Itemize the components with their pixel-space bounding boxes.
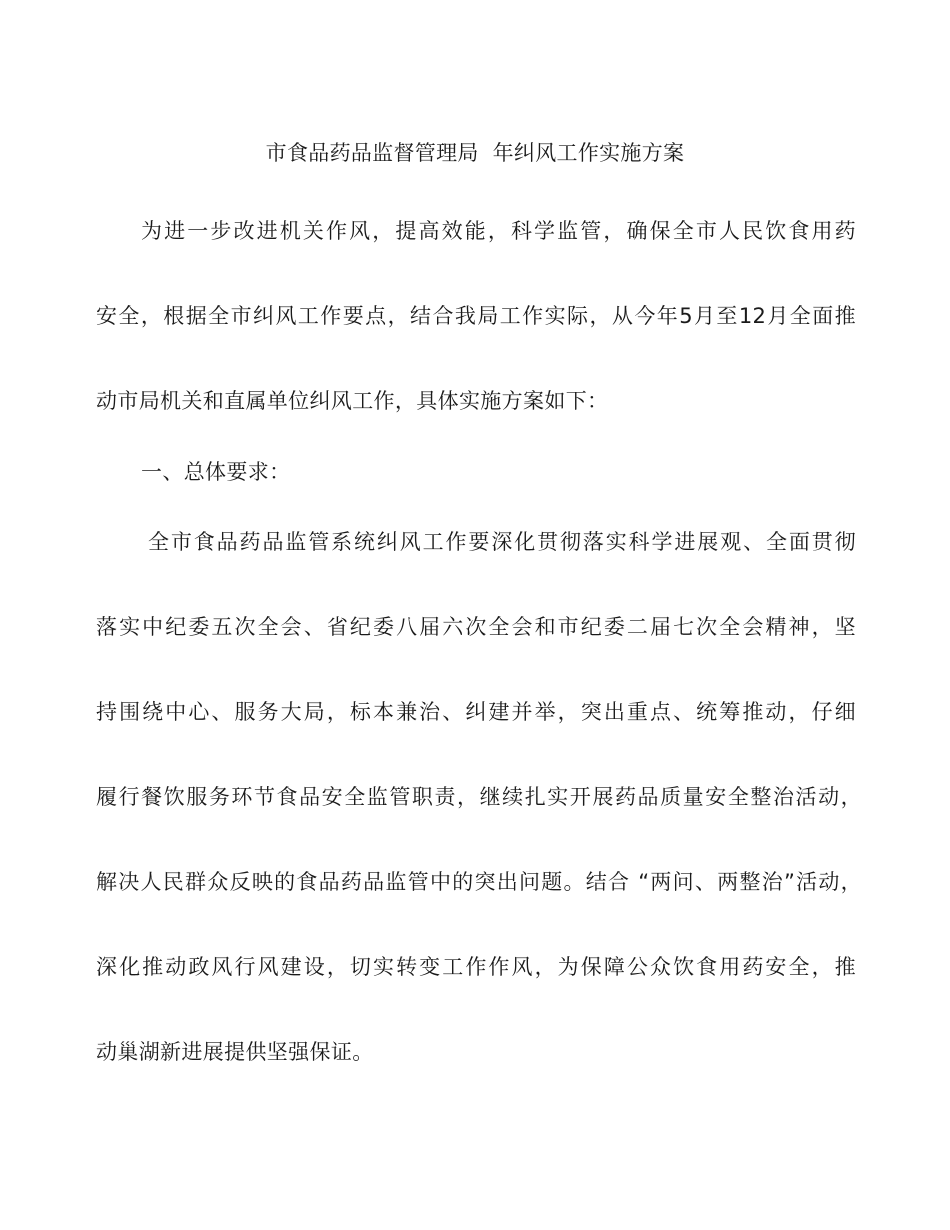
paragraph-line-10: 动巢湖新进展提供坚强保证。: [96, 1040, 374, 1064]
paragraph-line-7: 履行餐饮服务环节食品安全监管职责，继续扎实开展药品质量安全整治活动，: [96, 785, 862, 809]
document-title: 市食品药品监督管理局 年纠风工作实施方案: [265, 141, 685, 165]
section-heading: 一、总体要求：: [141, 460, 291, 484]
paragraph-line-1: 为进一步改进机关作风，提高效能，科学监管，确保全市人民饮食用药: [141, 219, 856, 243]
paragraph-line-3: 动市局机关和直属单位纠风工作，具体实施方案如下：: [96, 389, 609, 413]
paragraph-line-5: 落实中纪委五次全会、省纪委八届六次全会和市纪委二届七次全会精神，坚: [96, 615, 856, 639]
paragraph-line-8: 解决人民群众反映的食品药品监管中的突出问题。结合 “两问、两整治”活动，: [96, 870, 862, 894]
paragraph-line-6: 持围绕中心、服务大局，标本兼治、纠建并举，突出重点、统筹推动，仔细: [96, 700, 856, 724]
paragraph-line-2: 安全，根据全市纠风工作要点，结合我局工作实际，从今年5月至12月全面推: [96, 304, 856, 328]
paragraph-line-9: 深化推动政风行风建设，切实转变工作作风，为保障公众饮食用药安全，推: [96, 955, 856, 979]
paragraph-line-4: 全市食品药品监管系统纠风工作要深化贯彻落实科学进展观、全面贯彻: [148, 530, 856, 554]
